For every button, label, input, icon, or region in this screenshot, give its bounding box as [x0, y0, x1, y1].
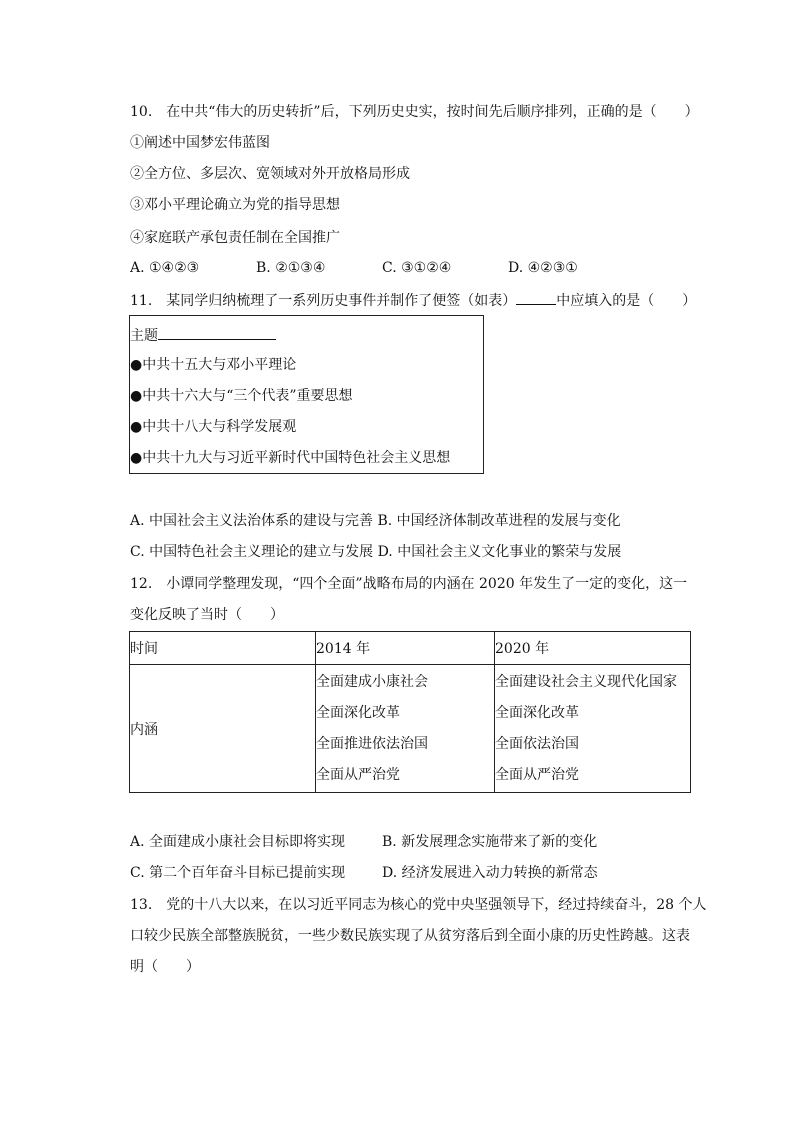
- q11-note-item-3: ●中共十八大与科学发展观: [130, 419, 297, 435]
- q12-cell-2014: [316, 665, 495, 793]
- q12-table-header-row: [130, 632, 691, 665]
- q12-header-time: 时间: [130, 632, 316, 665]
- q11-note-item-4: ●中共十九大与习近平新时代中国特色社会主义思想: [130, 450, 451, 466]
- q10-item-4: ④家庭联产承包责任制在全国推广: [130, 230, 340, 246]
- q12-2020-item-3: 全面依法治国: [495, 735, 579, 752]
- q12-2020-item-4: 全面从严治党: [495, 766, 579, 783]
- q12-header-2020: 2020 年: [495, 632, 691, 665]
- q12-cell-2020: [495, 665, 691, 793]
- q12-header-2014: 2014 年: [316, 632, 495, 665]
- q10-option-a: A. ①④②③: [130, 260, 200, 276]
- q11-note-title: [130, 325, 276, 345]
- q10-item-1: ①阐述中国梦宏伟蓝图: [130, 135, 270, 151]
- q11-note-item-1: ●中共十五大与邓小平理论: [130, 357, 297, 373]
- q12-option-c: C. 第二个百年奋斗目标已提前实现: [130, 865, 346, 881]
- q12-2014-item-2: 全面深化改革: [316, 704, 400, 721]
- q10-option-c: C. ③①②④: [382, 260, 452, 276]
- q10-option-b: B. ②①③④: [256, 260, 326, 276]
- q12-table: [129, 631, 691, 793]
- q11-note-title-blank: [158, 325, 276, 340]
- q10-option-d: D. ④②③①: [508, 260, 578, 276]
- q11-note-title-label: 主题: [130, 328, 158, 344]
- q11-stem: [130, 290, 696, 310]
- q11-answer-blank: [516, 290, 556, 305]
- q11-options-row-1: A. 中国社会主义法治体系的建设与完善 B. 中国经济体制改革进程的发展与变化: [130, 513, 621, 529]
- q13-line-3: 明（ ）: [130, 959, 200, 975]
- q10-item-3: ③邓小平理论确立为党的指导思想: [130, 197, 340, 213]
- q12-2020-item-1: 全面建设社会主义现代化国家: [495, 673, 677, 690]
- q12-option-d: D. 经济发展进入动力转换的新常态: [382, 865, 598, 881]
- q11-note-box: [129, 315, 484, 474]
- q12-2014-item-3: 全面推进依法治国: [316, 735, 428, 752]
- q12-stem-line-1: 12. 小谭同学整理发现，“四个全面”战略布局的内涵在 2020 年发生了一定的变化，这一: [130, 576, 688, 592]
- q13-line-1: 13. 党的十八大以来，在以习近平同志为核心的党中央坚强领导下，经过持续奋斗，28 个人: [130, 897, 707, 913]
- q10-item-2: ②全方位、多层次、宽领域对外开放格局形成: [130, 166, 410, 182]
- q11-note-item-2: ●中共十六大与“三个代表”重要思想: [130, 388, 353, 404]
- q11-stem-before: 11. 某同学归纳梳理了一系列历史事件并制作了便签（如表）: [130, 293, 517, 309]
- q12-row-label: 内涵: [130, 665, 316, 793]
- q12-stem-line-2: 变化反映了当时（ ）: [130, 607, 284, 623]
- q12-2020-item-2: 全面深化改革: [495, 704, 579, 721]
- q12-table-content-row: [130, 665, 691, 793]
- q12-2014-item-1: 全面建成小康社会: [316, 673, 428, 690]
- q11-options-row-2: C. 中国特色社会主义理论的建立与发展 D. 中国社会主义文化事业的繁荣与发展: [130, 544, 622, 560]
- q11-stem-after: 中应填入的是（ ）: [556, 293, 697, 309]
- q13-line-2: 口较少民族全部整族脱贫，一些少数民族实现了从贫穷落后到全面小康的历史性跨越。这表: [130, 928, 690, 944]
- q12-2014-item-4: 全面从严治党: [316, 766, 400, 783]
- q12-option-a: A. 全面建成小康社会目标即将实现: [130, 834, 346, 850]
- q12-option-b: B. 新发展理念实施带来了新的变化: [382, 834, 598, 850]
- q10-stem: 10. 在中共“伟大的历史转折”后，下列历史史实，按时间先后顺序排列，正确的是（ ）: [130, 104, 699, 120]
